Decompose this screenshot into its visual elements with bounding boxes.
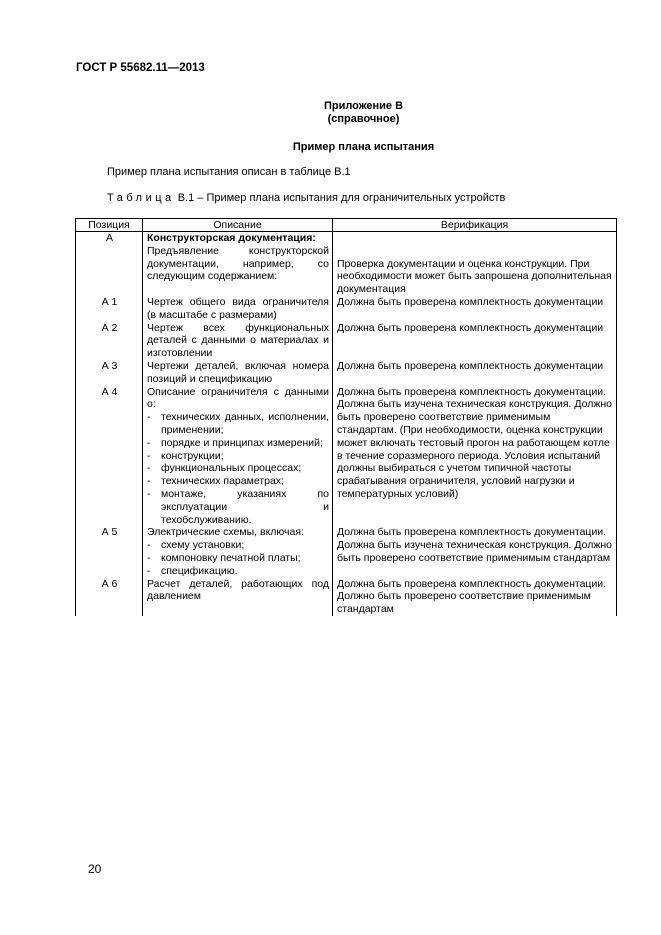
row-position: А 6: [76, 578, 143, 616]
row-description: [143, 386, 333, 527]
page-number: 20: [88, 862, 102, 876]
appendix-heading: [0, 100, 661, 126]
description-list-item: - порядке и принципах измерений;: [147, 437, 329, 450]
table-caption-text: В.1 – Пример плана испытания для ограничительных устройств: [177, 192, 506, 204]
description-list-item: - технических параметрах;: [147, 475, 329, 488]
row-position: А 5: [76, 526, 143, 577]
intro-paragraph: Пример плана испытания описан в таблице В.1: [107, 166, 351, 178]
row-description: Расчет деталей, работающих под давлением: [143, 578, 333, 616]
table-row: [76, 386, 617, 527]
row-verification: Должна быть проверена комплектность документации. Должна быть изучена техническая конструкция. Должно быть проверено соответствие применимым стандартам: [333, 526, 617, 577]
description-list-item: - схему установки;: [147, 539, 329, 552]
table-row: [76, 526, 617, 577]
description-list-item: - спецификацию.: [147, 565, 329, 578]
row-position: А 1: [76, 296, 143, 322]
row-description: Чертеж общего вида ограничителя (в масштабе с размерами): [143, 296, 333, 322]
table-row: [76, 322, 617, 360]
row-verification: Должна быть проверена комплектность документации: [333, 296, 617, 322]
row-verification: [333, 232, 617, 296]
row-verification: Должна быть проверена комплектность документации. Должна быть изучена техническая конструкция. Должно быть проверено соответствие применимым стандартам. (При необходимости, оценка конструкции может включать тестовый прогон на работающем котле в течение соразмерного периода. Условия испытаний должны выбираться с учетом типичной частоты срабатывания ограничителя, условий нагрузки и температурных условий): [333, 386, 617, 527]
row-position: А 2: [76, 322, 143, 360]
row-verification-text: Проверка документации и оценка конструкции. При необходимости может быть запрошена дополнительная документация: [337, 257, 612, 296]
column-header-position: Позиция: [76, 219, 143, 232]
test-plan-table: [75, 218, 617, 616]
row-position: А 3: [76, 360, 143, 386]
row-verification: Должна быть проверена комплектность документации: [333, 360, 617, 386]
table-caption-prefix: Таблица: [107, 192, 175, 204]
row-description: Чертеж всех функциональных деталей с данными о материалах и изготовлении: [143, 322, 333, 360]
row-description-heading: Конструкторская документация:: [147, 232, 316, 244]
description-list-item: - монтаже, указаниях по эксплуатации и техобслуживанию.: [147, 488, 329, 526]
row-description: [143, 526, 333, 577]
column-header-description: Описание: [143, 219, 333, 232]
description-list-item: - компоновку печатной платы;: [147, 552, 329, 565]
table-row: [76, 578, 617, 616]
row-description-text: Описание ограничителя с данными о:: [147, 385, 329, 411]
description-list-item: - конструкции;: [147, 450, 329, 463]
row-verification-spacer: [337, 232, 613, 258]
appendix-subtitle: (справочное): [327, 113, 400, 125]
row-description: [143, 232, 333, 296]
table-row: [76, 360, 617, 386]
column-header-verification: Верификация: [333, 219, 617, 232]
row-description-text: Предъявление конструкторской документации, например, со следующим содержанием:: [147, 244, 329, 283]
document-code: ГОСТ Р 55682.11—2013: [76, 62, 205, 74]
row-position: А: [76, 232, 143, 296]
description-list-item: - технических данных, исполнении, применении;: [147, 411, 329, 437]
example-title: Пример плана испытания: [292, 141, 435, 153]
appendix-title: Приложение В: [323, 100, 404, 112]
row-description-text: Электрические схемы, включая:: [147, 526, 304, 539]
row-verification: Должна быть проверена комплектность документации. Должно быть проверено соответствие применимым стандартам: [333, 578, 617, 616]
table-header-row: [76, 219, 617, 232]
row-verification: Должна быть проверена комплектность документации: [333, 322, 617, 360]
table-row: [76, 232, 617, 296]
table-row: [76, 296, 617, 322]
row-description: Чертежи деталей, включая номера позиций и спецификацию: [143, 360, 333, 386]
description-list-item: - функциональных процессах;: [147, 462, 329, 475]
table-caption: [107, 192, 505, 204]
row-position: А 4: [76, 386, 143, 527]
